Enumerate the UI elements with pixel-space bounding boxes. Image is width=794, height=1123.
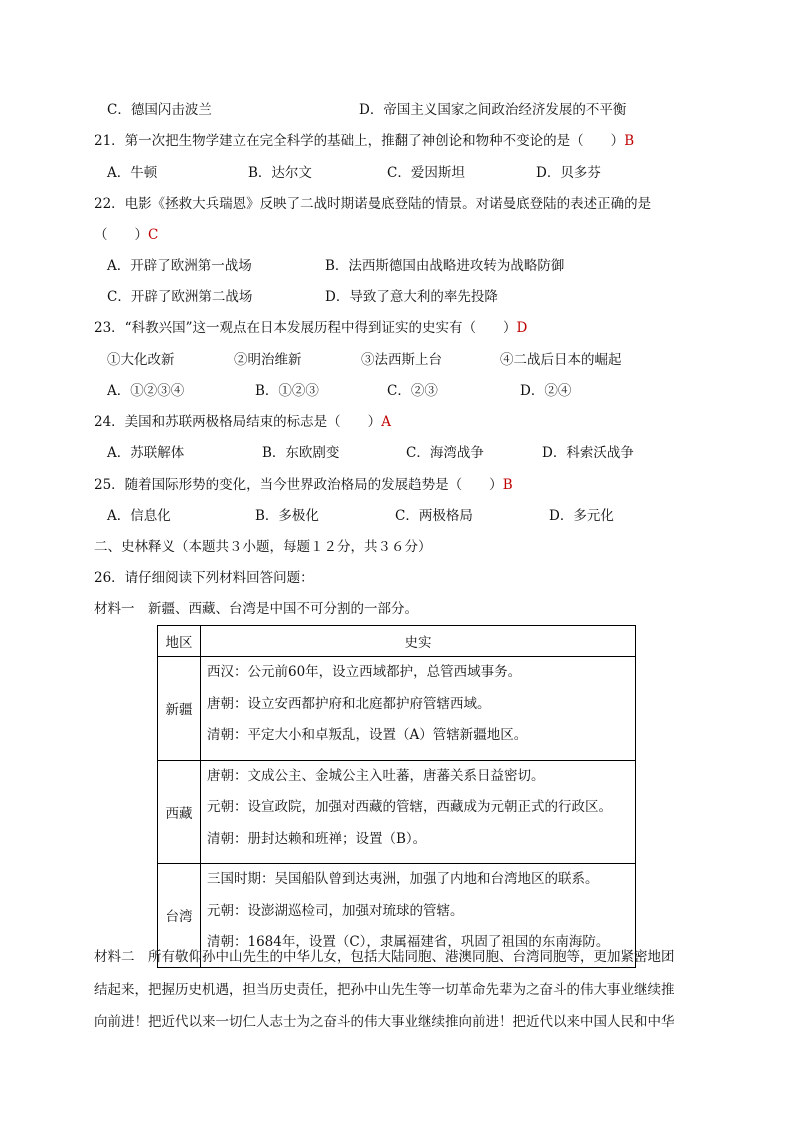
fact-line: 元朝：设宣政院，加强对西藏的管辖，西藏成为元朝正式的行政区。 <box>207 799 612 815</box>
question-24-answer: A <box>381 414 391 430</box>
material-two-line-2: 结起来，把握历史机遇，担当历史责任，把孙中山先生等一切革命先辈为之奋斗的伟大事业继续推 <box>94 982 675 998</box>
question-21-answer: B <box>624 133 635 149</box>
region-cell: 西藏 <box>158 760 201 864</box>
q23-option-c: C．②③ <box>387 383 438 399</box>
q23-option-a: A．①②③④ <box>107 383 185 399</box>
history-table <box>157 625 636 968</box>
question-25-text: 25．随着国际形势的变化，当今世界政治格局的发展趋势是（ ） <box>94 477 503 493</box>
question-22-bracket: （ ） <box>94 227 148 243</box>
region-cell: 台湾 <box>158 864 201 968</box>
material-two-line-3: 向前进！把近代以来一切仁人志士为之奋斗的伟大事业继续推向前进！把近代以来中国人民和中华 <box>94 1014 675 1030</box>
fact-line: 唐朝：设立安西都护府和北庭都护府管辖西域。 <box>207 695 491 712</box>
question-22: 22．电影《拯救大兵瑞恩》反映了二战时期诺曼底登陆的情景。对诺曼底登陆的表述正确的是 <box>94 196 652 212</box>
q21-option-c: C．爱因斯坦 <box>387 165 465 181</box>
q23-item-4: ④二战后日本的崛起 <box>500 352 622 368</box>
question-21 <box>94 131 634 151</box>
q23-item-2: ②明治维新 <box>234 352 302 368</box>
table-header-row <box>158 626 636 657</box>
fact-line: 清朝：1684年，设置（C），隶属福建省，巩固了祖国的东南海防。 <box>207 934 610 950</box>
material-two-line-1: 材料二 所有敬仰孙中山先生的中华儿女，包括大陆同胞、港澳同胞、台湾同胞等，更加紧密地团 <box>94 949 675 965</box>
facts-cell <box>201 760 636 864</box>
q25-option-a: A．信息化 <box>107 508 171 524</box>
q25-option-c: C．两极格局 <box>395 508 473 524</box>
fact-line: 西汉：公元前60年，设立西域都护，总管西域事务。 <box>207 664 522 680</box>
q22-option-b: B．法西斯德国由战略进攻转为战略防御 <box>325 258 565 274</box>
q24-option-b: B．东欧剧变 <box>262 445 340 461</box>
q21-option-d: D．贝多芬 <box>536 165 601 181</box>
fact-line: 元朝：设澎湖巡检司，加强对琉球的管辖。 <box>207 902 464 919</box>
question-26-intro: 26．请仔细阅读下列材料回答问题： <box>94 570 314 586</box>
q21-option-a: A．牛顿 <box>107 165 158 181</box>
table-row <box>158 760 636 864</box>
material-one: 材料一 新疆、西藏、台湾是中国不可分割的一部分。 <box>94 601 418 617</box>
question-23 <box>94 318 527 338</box>
question-25-answer: B <box>502 477 513 493</box>
q22-option-c: C．开辟了欧洲第二战场 <box>107 289 253 305</box>
q20-option-d: D．帝国主义国家之间政治经济发展的不平衡 <box>359 102 627 118</box>
table-header-region: 地区 <box>158 626 201 657</box>
question-22-answer: C <box>148 227 159 243</box>
question-25 <box>94 475 513 495</box>
q22-option-d: D．导致了意大利的率先投降 <box>325 289 498 305</box>
fact-line: 唐朝：文成公主、金城公主入吐蕃，唐蕃关系日益密切。 <box>207 767 545 784</box>
q20-option-c: C．德国闪击波兰 <box>107 102 212 118</box>
facts-cell <box>201 657 636 761</box>
question-24 <box>94 412 391 432</box>
q25-option-b: B．多极化 <box>255 508 319 524</box>
q23-option-d: D．②④ <box>520 383 572 399</box>
q22-option-a: A．开辟了欧洲第一战场 <box>107 258 252 274</box>
q24-option-a: A．苏联解体 <box>107 445 185 461</box>
question-21-text: 21．第一次把生物学建立在完全科学的基础上，推翻了神创论和物种不变论的是（ ） <box>94 133 625 149</box>
question-23-text: 23．“科教兴国”这一观点在日本发展历程中得到证实的史实有（ ） <box>94 320 517 336</box>
q24-option-d: D．科索沃战争 <box>542 445 634 461</box>
q23-item-1: ①大化改新 <box>107 352 175 368</box>
table-header-facts: 史实 <box>201 626 636 657</box>
q24-option-c: C．海湾战争 <box>406 445 484 461</box>
question-24-text: 24．美国和苏联两极格局结束的标志是（ ） <box>94 414 382 430</box>
fact-line: 三国时期：吴国船队曾到达夷洲，加强了内地和台湾地区的联系。 <box>207 871 599 887</box>
region-cell: 新疆 <box>158 657 201 761</box>
question-22-cont <box>94 225 158 245</box>
fact-line: 清朝：册封达赖和班禅；设置（B）。 <box>207 830 427 847</box>
q23-item-3: ③法西斯上台 <box>361 352 442 368</box>
section-heading: 二、史林释义（本题共３小题，每题１２分，共３６分） <box>94 539 432 555</box>
q25-option-d: D．多元化 <box>549 508 614 524</box>
q21-option-b: B．达尔文 <box>248 165 312 181</box>
question-23-answer: D <box>516 320 528 336</box>
table-row <box>158 657 636 761</box>
fact-line: 清朝：平定大小和卓叛乱，设置（A）管辖新疆地区。 <box>207 727 528 743</box>
q23-option-b: B．①②③ <box>255 383 319 399</box>
